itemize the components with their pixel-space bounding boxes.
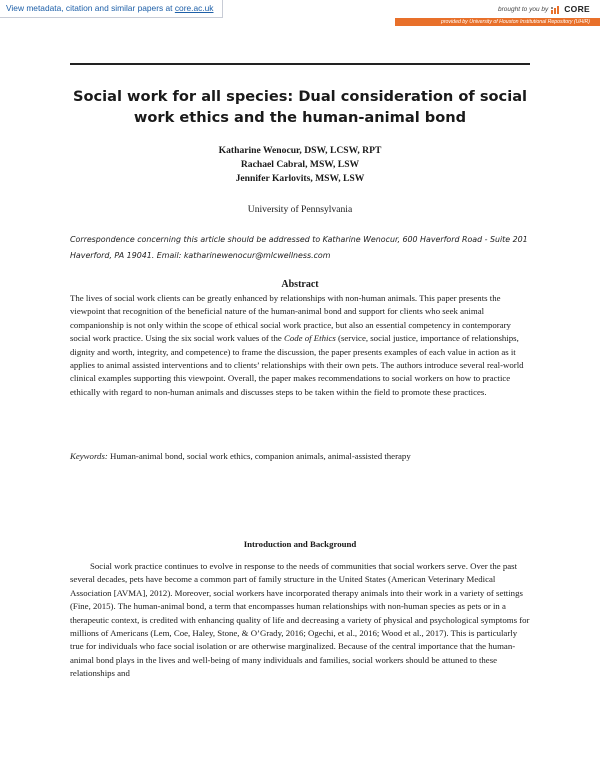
affiliation: University of Pennsylvania bbox=[247, 204, 353, 215]
core-link-prefix: View metadata, citation and similar papers at bbox=[6, 3, 175, 13]
author-1: Katharine Wenocur, DSW, LCSW, RPT bbox=[218, 145, 382, 156]
abstract-body bbox=[70, 292, 530, 399]
brought-by-text: brought to you by bbox=[498, 5, 549, 13]
abstract-text-2: (service, social justice, importance of relationships, dignity and worth, integrity, and competence) to frame the discussion, the paper presents examples of each value in action as it applies to animal assisted interventions and to clients’ relationships with their own pets. The authors introduce several real-world clinical examples supporting this viewpoint. Overall, the paper makes recommendations to social workers on how to practice ethically with regard to non-human animals and discusses steps to be taken within the field to promote these practices. bbox=[70, 333, 524, 397]
abstract-code-of-ethics: Code of Ethics bbox=[284, 333, 336, 344]
section-heading-introduction: Introduction and Background bbox=[243, 539, 357, 549]
keywords-list: Human-animal bond, social work ethics, companion animals, animal-assisted therapy bbox=[107, 451, 411, 461]
author-list bbox=[100, 144, 500, 186]
paper-title: Social work for all species: Dual consideration of social work ethics and the human-animal bond bbox=[72, 88, 528, 126]
core-logo-text: CORE bbox=[564, 4, 590, 14]
core-logo-icon bbox=[551, 4, 561, 14]
author-2: Rachael Cabral, MSW, LSW bbox=[240, 159, 360, 170]
core-metadata-link[interactable] bbox=[0, 0, 223, 18]
abstract-text-1: The lives of social work clients can be greatly enhanced by relationships with non-human animals. This paper presents the viewpoint that recognition of the beneficial nature of the human-animal bond and support for clients who seek animal companionship is not only within the scope of ethical social work practice, but also an essential competency in contemporary social work practice. Using the six social work values of the bbox=[70, 293, 511, 344]
core-banner bbox=[0, 0, 600, 28]
intro-paragraph: Social work practice continues to evolve in response to the needs of communities that social workers serve. Over the past several decades, pets have become a common part of family structure in the United States (American Veterinary Medical Association [AVMA], 2012). Moreover, social workers have incorporated therapy animals into their work in a variety of settings (Fine, 2015). The human-animal bond, a term that encompasses human relationships with non-human species as pets or in a therapeutic context, is credited with enhancing quality of life and decreasing a variety of physical and psychological symptoms for millions of Americans (Lem, Coe, Haley, Stone, & O’Grady, 2016; Ogechi, et al., 2016; Wood et al., 2017). This is particularly true for individuals who face social isolation or are otherwise marginalized. Because of the central importance that the human-animal bond plays in the lives and well-being of many individuals and families, social workers should be attuned to these relationships and bbox=[70, 561, 530, 679]
abstract-heading: Abstract bbox=[281, 279, 319, 290]
provided-by-bar[interactable]: provided by University of Houston Institutional Repository (UHIR) bbox=[395, 18, 600, 26]
core-link-site: core.ac.uk bbox=[174, 3, 214, 13]
core-brought-by[interactable] bbox=[498, 3, 590, 15]
author-3: Jennifer Karlovits, MSW, LSW bbox=[235, 173, 365, 184]
keywords bbox=[70, 450, 530, 463]
keywords-label: Keywords: bbox=[70, 451, 108, 461]
top-rule bbox=[70, 63, 530, 65]
correspondence-note: Correspondence concerning this article should be addressed to Katharine Wenocur, 600 Haverford Road - Suite 201 Haverford, PA 19041. Email: katharinewenocur@mlcwellness.com bbox=[70, 235, 528, 260]
